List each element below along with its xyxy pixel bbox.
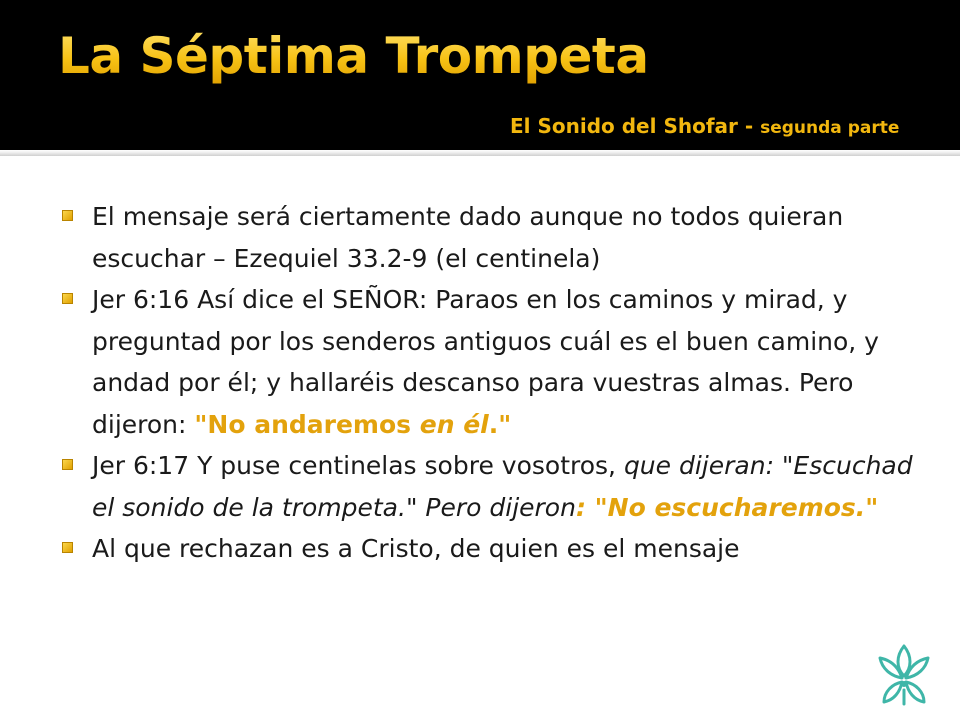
bullet-text: Jer 6:17 Y puse centinelas sobre vosotros, (92, 451, 624, 480)
subtitle-small: segunda parte (760, 118, 900, 138)
slide-subtitle (510, 113, 899, 141)
bullet-square-icon (62, 293, 73, 304)
slide-content (0, 156, 960, 720)
bullet-item (62, 279, 942, 445)
bullet-item (62, 528, 942, 570)
bullet-item (62, 445, 942, 528)
bullet-text: El mensaje será ciertamente dado aunque no todos quieran escuchar – Ezequiel 33.2-9 (el centinela) (92, 202, 844, 273)
slide-header (0, 0, 960, 150)
quote-highlight-start: "No andaremos (194, 409, 420, 439)
bullet-text: Jer 6:16 Así dice el SEÑOR: Paraos en los caminos y mirad, y preguntad por los senderos antiguos cuál es el buen camino, y andad por él; y hallaréis descanso para vuestras almas. Pero dijeron: (92, 285, 879, 439)
quote-highlight-italic: en él (419, 409, 489, 439)
italic-text: que dijeran: "Escuchad el sonido de la trompeta." Pero dijeron (92, 451, 913, 522)
slide-title: La Séptima Trompeta (58, 27, 649, 85)
lotus-logo-icon (872, 640, 936, 708)
subtitle-main: El Sonido del Shofar - (510, 114, 761, 138)
bullet-text: Al que rechazan es a Cristo, de quien es el mensaje (92, 534, 740, 563)
bullet-square-icon (62, 210, 73, 221)
quote-highlight (194, 410, 511, 439)
quote-highlight-end: ." (488, 409, 512, 439)
quote-highlight: : "No escucharemos." (575, 492, 879, 522)
bullet-square-icon (62, 542, 73, 553)
bullet-item (62, 196, 942, 279)
bullet-list (62, 196, 942, 570)
bullet-square-icon (62, 459, 73, 470)
